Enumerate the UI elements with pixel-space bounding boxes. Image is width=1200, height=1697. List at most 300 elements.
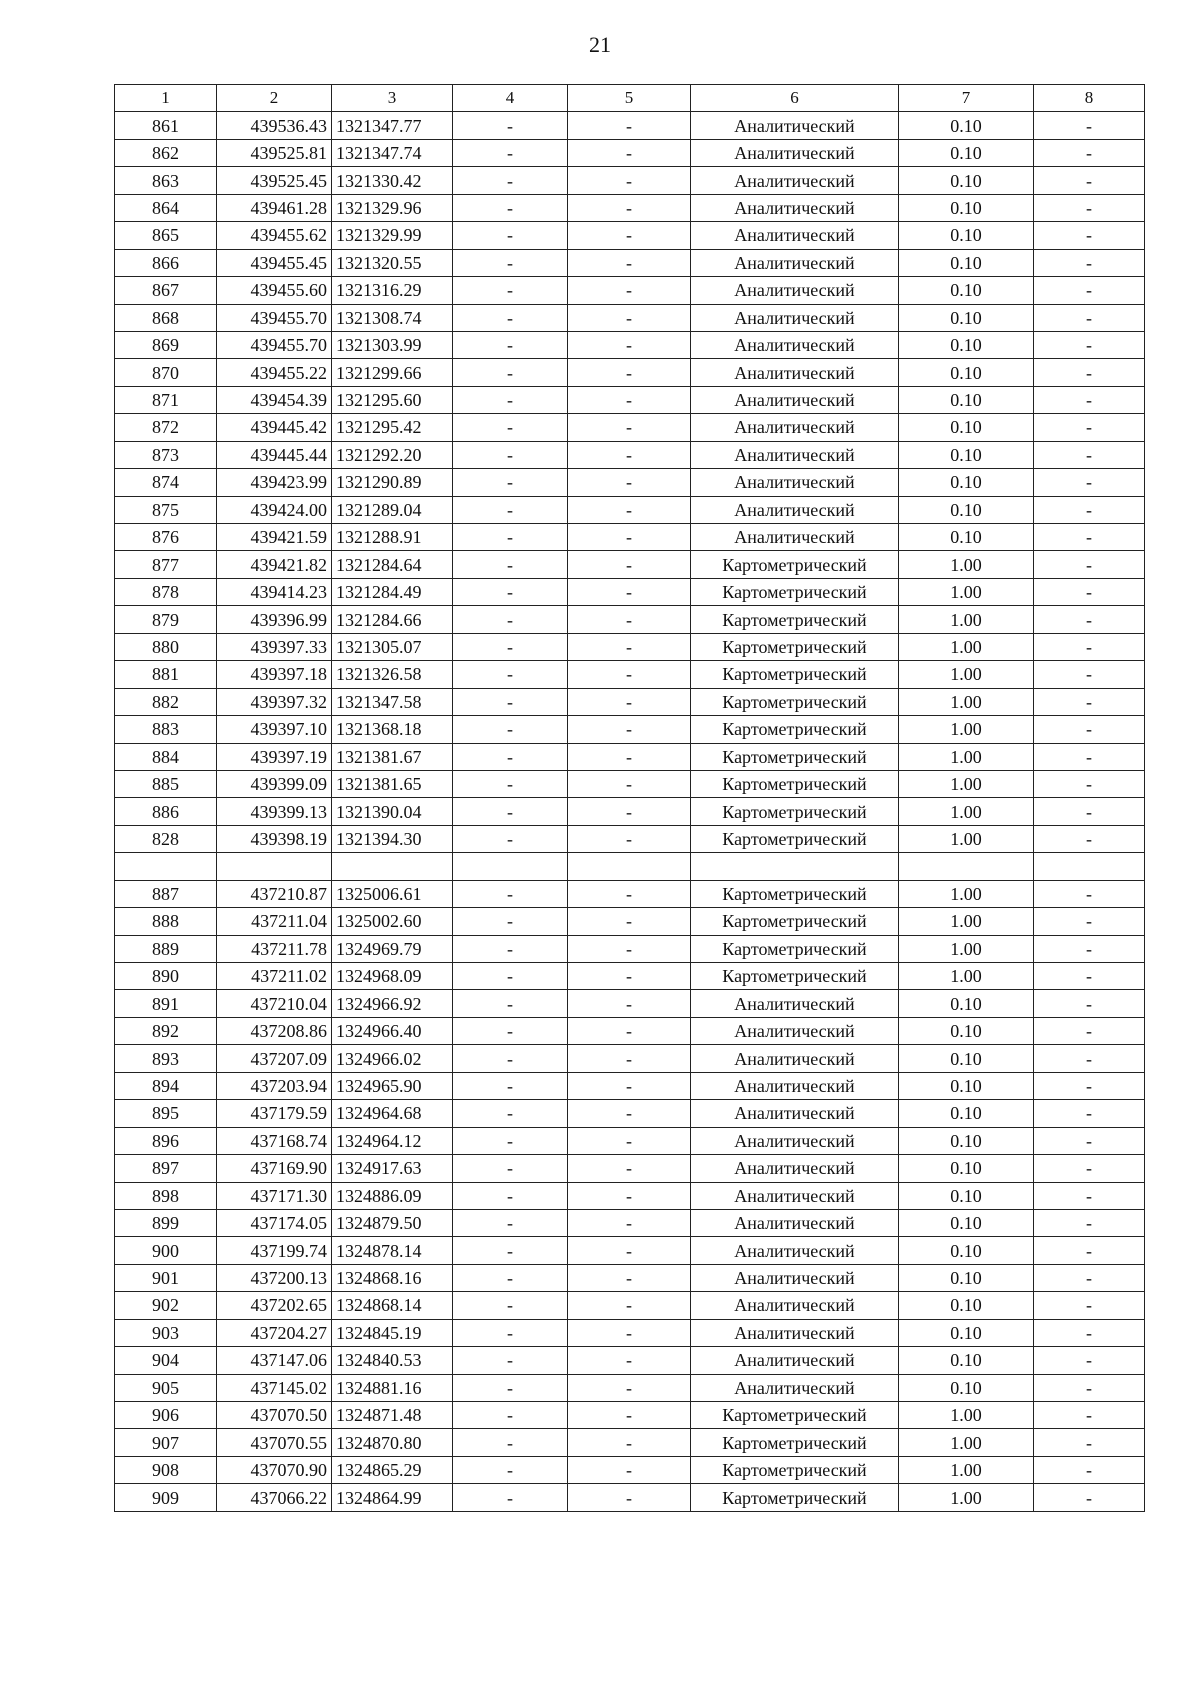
table-cell: 0.10 (899, 331, 1034, 358)
table-cell: - (453, 551, 568, 578)
table-cell: 908 (115, 1456, 217, 1483)
table-cell: - (568, 1374, 691, 1401)
table-row (115, 1347, 1145, 1374)
table-cell: - (568, 798, 691, 825)
table-cell: - (1034, 359, 1145, 386)
table-cell: 0.10 (899, 1292, 1034, 1319)
table-cell: 1321390.04 (332, 798, 453, 825)
table-cell: 861 (115, 112, 217, 139)
table-cell: Аналитический (691, 277, 899, 304)
table-cell: 879 (115, 606, 217, 633)
table-row (115, 661, 1145, 688)
table-cell: - (1034, 441, 1145, 468)
table-cell: Аналитический (691, 1017, 899, 1044)
table-cell: Картометрический (691, 1429, 899, 1456)
table-cell: Аналитический (691, 1182, 899, 1209)
table-cell: - (1034, 1237, 1145, 1264)
table-cell: 437070.50 (217, 1402, 332, 1429)
table-cell: Картометрический (691, 1402, 899, 1429)
table-cell: 1324969.79 (332, 935, 453, 962)
column-header-7: 7 (899, 85, 1034, 112)
table-cell: 0.10 (899, 359, 1034, 386)
table-cell: - (1034, 469, 1145, 496)
table-cell: - (568, 551, 691, 578)
table-cell: 1.00 (899, 743, 1034, 770)
table-cell: 896 (115, 1127, 217, 1154)
table-cell: 1.00 (899, 551, 1034, 578)
table-cell: - (453, 990, 568, 1017)
table-cell: 0.10 (899, 1017, 1034, 1044)
coordinates-table (114, 84, 1145, 1512)
table-cell: 1321326.58 (332, 661, 453, 688)
table-cell: 868 (115, 304, 217, 331)
table-cell: 1321347.74 (332, 139, 453, 166)
table-cell: 887 (115, 880, 217, 907)
table-row (115, 963, 1145, 990)
table-cell: - (1034, 743, 1145, 770)
table-cell: 867 (115, 277, 217, 304)
table-cell: 439397.32 (217, 688, 332, 715)
table-cell: 0.10 (899, 277, 1034, 304)
table-cell: - (453, 963, 568, 990)
table-cell: 437066.22 (217, 1484, 332, 1511)
table-cell: 1321289.04 (332, 496, 453, 523)
table-cell: 437174.05 (217, 1209, 332, 1236)
table-cell: 907 (115, 1429, 217, 1456)
table-cell: 439414.23 (217, 578, 332, 605)
table-cell: Аналитический (691, 139, 899, 166)
table-cell: 865 (115, 222, 217, 249)
table-cell: 439454.39 (217, 386, 332, 413)
table-cell: 439525.81 (217, 139, 332, 166)
table-cell: Аналитический (691, 359, 899, 386)
table-cell: - (568, 1237, 691, 1264)
table-cell: Аналитический (691, 386, 899, 413)
table-cell: 439455.60 (217, 277, 332, 304)
table-cell: Картометрический (691, 578, 899, 605)
table-cell: 0.10 (899, 386, 1034, 413)
table-cell (1034, 853, 1145, 880)
table-cell: 909 (115, 1484, 217, 1511)
table-cell: 1324871.48 (332, 1402, 453, 1429)
table-cell: Аналитический (691, 1292, 899, 1319)
table-cell: Картометрический (691, 935, 899, 962)
table-cell: - (453, 139, 568, 166)
table-cell: Аналитический (691, 524, 899, 551)
table-cell: - (568, 194, 691, 221)
table-cell: - (1034, 1456, 1145, 1483)
table-cell: Картометрический (691, 825, 899, 852)
table-cell: - (453, 1402, 568, 1429)
table-cell: 1321329.99 (332, 222, 453, 249)
table-cell: - (568, 1182, 691, 1209)
table-cell: - (1034, 825, 1145, 852)
table-cell: - (1034, 414, 1145, 441)
table-cell: Аналитический (691, 496, 899, 523)
table-cell: 0.10 (899, 1237, 1034, 1264)
table-cell (332, 853, 453, 880)
table-cell: 437070.90 (217, 1456, 332, 1483)
table-cell: - (1034, 1374, 1145, 1401)
table-cell: - (1034, 1100, 1145, 1127)
table-row (115, 1456, 1145, 1483)
table-cell: - (568, 496, 691, 523)
table-cell: 0.10 (899, 414, 1034, 441)
table-cell: 439398.19 (217, 825, 332, 852)
table-cell: 437211.78 (217, 935, 332, 962)
table-cell: - (453, 798, 568, 825)
table-cell: 1325002.60 (332, 908, 453, 935)
table-cell: 1321329.96 (332, 194, 453, 221)
table-cell: 889 (115, 935, 217, 962)
table-cell: 1321381.65 (332, 770, 453, 797)
table-cell: 437203.94 (217, 1072, 332, 1099)
table-cell: 1324964.68 (332, 1100, 453, 1127)
table-cell: 1321299.66 (332, 359, 453, 386)
table-cell: 897 (115, 1155, 217, 1182)
table-cell: 1.00 (899, 798, 1034, 825)
table-cell: 1321308.74 (332, 304, 453, 331)
table-cell: 894 (115, 1072, 217, 1099)
table-cell: - (1034, 304, 1145, 331)
table-cell: 1321284.49 (332, 578, 453, 605)
table-cell: - (1034, 524, 1145, 551)
table-cell: 437207.09 (217, 1045, 332, 1072)
table-cell: - (568, 661, 691, 688)
table-cell: Картометрический (691, 743, 899, 770)
table-cell: - (453, 222, 568, 249)
table-cell: - (1034, 1292, 1145, 1319)
table-cell: - (1034, 194, 1145, 221)
table-cell: 872 (115, 414, 217, 441)
table-cell: 439455.22 (217, 359, 332, 386)
table-cell: 0.10 (899, 1319, 1034, 1346)
table-cell: 437199.74 (217, 1237, 332, 1264)
table-cell: - (1034, 249, 1145, 276)
table-cell: Аналитический (691, 1374, 899, 1401)
table-cell: - (568, 1292, 691, 1319)
table-cell: - (1034, 770, 1145, 797)
table-cell: - (1034, 935, 1145, 962)
table-cell: - (1034, 606, 1145, 633)
table-cell: - (453, 194, 568, 221)
table-cell: - (453, 304, 568, 331)
table-cell: Аналитический (691, 112, 899, 139)
table-row (115, 222, 1145, 249)
table-cell: 863 (115, 167, 217, 194)
table-cell: - (568, 249, 691, 276)
table-cell: 902 (115, 1292, 217, 1319)
table-cell: - (1034, 551, 1145, 578)
table-row (115, 880, 1145, 907)
table-row (115, 1429, 1145, 1456)
table-cell (691, 853, 899, 880)
table-cell: - (568, 1209, 691, 1236)
table-cell: - (568, 1045, 691, 1072)
column-header-1: 1 (115, 85, 217, 112)
table-cell: 439536.43 (217, 112, 332, 139)
table-cell: 0.10 (899, 1209, 1034, 1236)
column-header-6: 6 (691, 85, 899, 112)
table-cell: 1321394.30 (332, 825, 453, 852)
table-cell: Аналитический (691, 469, 899, 496)
table-cell: 439445.42 (217, 414, 332, 441)
table-cell: 437070.55 (217, 1429, 332, 1456)
table-cell: Аналитический (691, 441, 899, 468)
table-cell: - (568, 331, 691, 358)
table-cell: 1321347.77 (332, 112, 453, 139)
table-row (115, 359, 1145, 386)
table-cell: 880 (115, 633, 217, 660)
table-cell: - (1034, 1402, 1145, 1429)
table-cell: 1321330.42 (332, 167, 453, 194)
table-row (115, 277, 1145, 304)
table-cell: - (568, 1402, 691, 1429)
table-cell: 1324868.14 (332, 1292, 453, 1319)
table-cell: 904 (115, 1347, 217, 1374)
table-cell: 437210.87 (217, 880, 332, 907)
table-cell: - (568, 688, 691, 715)
table-cell: 1321284.66 (332, 606, 453, 633)
table-cell (115, 853, 217, 880)
table-cell: Аналитический (691, 194, 899, 221)
table-cell: - (1034, 331, 1145, 358)
table-cell: Картометрический (691, 880, 899, 907)
table-row (115, 1237, 1145, 1264)
table-cell: 1321292.20 (332, 441, 453, 468)
table-cell: Аналитический (691, 1072, 899, 1099)
table-row (115, 249, 1145, 276)
table-cell: - (1034, 688, 1145, 715)
table-row (115, 194, 1145, 221)
table-row (115, 578, 1145, 605)
table-cell: 439423.99 (217, 469, 332, 496)
table-cell: 906 (115, 1402, 217, 1429)
table-cell: 1.00 (899, 633, 1034, 660)
table-cell: 1324864.99 (332, 1484, 453, 1511)
table-cell: - (1034, 1484, 1145, 1511)
table-cell: 891 (115, 990, 217, 1017)
table-cell: - (453, 1127, 568, 1154)
table-cell: 1324966.92 (332, 990, 453, 1017)
table-row (115, 606, 1145, 633)
table-cell: 0.10 (899, 167, 1034, 194)
table-row (115, 990, 1145, 1017)
table-row (115, 167, 1145, 194)
column-header-2: 2 (217, 85, 332, 112)
table-cell: - (453, 1072, 568, 1099)
table-cell: 1324886.09 (332, 1182, 453, 1209)
table-cell: - (568, 112, 691, 139)
table-row (115, 633, 1145, 660)
table-cell: 0.10 (899, 112, 1034, 139)
table-cell: 439421.59 (217, 524, 332, 551)
page-number: 21 (589, 32, 611, 57)
table-cell: 881 (115, 661, 217, 688)
table-cell: - (453, 661, 568, 688)
table-cell: 1324917.63 (332, 1155, 453, 1182)
table-cell: Аналитический (691, 222, 899, 249)
table-cell: 1.00 (899, 1429, 1034, 1456)
table-cell: Аналитический (691, 1319, 899, 1346)
table-cell: - (568, 908, 691, 935)
table-cell: 0.10 (899, 1155, 1034, 1182)
table-row (115, 1182, 1145, 1209)
table-cell: - (1034, 496, 1145, 523)
column-header-8: 8 (1034, 85, 1145, 112)
table-cell: - (453, 441, 568, 468)
table-cell: - (453, 1182, 568, 1209)
table-cell: - (568, 1127, 691, 1154)
table-cell: 1324879.50 (332, 1209, 453, 1236)
table-cell: 901 (115, 1264, 217, 1291)
table-cell: - (568, 386, 691, 413)
table-cell: - (453, 1429, 568, 1456)
table-cell: - (453, 1045, 568, 1072)
table-row (115, 798, 1145, 825)
table-cell: 1324966.02 (332, 1045, 453, 1072)
table-cell: 439421.82 (217, 551, 332, 578)
table-cell: 0.10 (899, 469, 1034, 496)
table-cell: Аналитический (691, 1209, 899, 1236)
table-cell: 437147.06 (217, 1347, 332, 1374)
table-cell: - (1034, 277, 1145, 304)
table-cell: 1.00 (899, 825, 1034, 852)
table-cell: - (568, 1319, 691, 1346)
table-cell: - (453, 716, 568, 743)
table-cell: Аналитический (691, 1127, 899, 1154)
table-cell: 437211.04 (217, 908, 332, 935)
table-cell: 437171.30 (217, 1182, 332, 1209)
table-row (115, 716, 1145, 743)
table-cell: - (568, 1347, 691, 1374)
table-cell: Картометрический (691, 963, 899, 990)
table-cell: - (453, 935, 568, 962)
table-cell: 439455.70 (217, 331, 332, 358)
table-cell: 890 (115, 963, 217, 990)
table-cell: 871 (115, 386, 217, 413)
table-cell: - (1034, 963, 1145, 990)
table-cell: - (453, 1456, 568, 1483)
table-cell: 0.10 (899, 194, 1034, 221)
table-cell: 0.10 (899, 1264, 1034, 1291)
table-cell: 895 (115, 1100, 217, 1127)
table-cell: 877 (115, 551, 217, 578)
table-cell: - (1034, 1182, 1145, 1209)
table-cell: - (568, 1155, 691, 1182)
table-cell: 1324968.09 (332, 963, 453, 990)
table-row (115, 853, 1145, 880)
column-header-4: 4 (453, 85, 568, 112)
table-cell: - (1034, 1209, 1145, 1236)
table-cell: 0.10 (899, 524, 1034, 551)
table-cell: 437169.90 (217, 1155, 332, 1182)
table-cell: 439396.99 (217, 606, 332, 633)
table-cell: Аналитический (691, 1264, 899, 1291)
table-cell: 1324965.90 (332, 1072, 453, 1099)
table-cell: - (1034, 112, 1145, 139)
table-row (115, 1319, 1145, 1346)
table-cell: 866 (115, 249, 217, 276)
table-cell: 1321295.42 (332, 414, 453, 441)
table-cell: 439445.44 (217, 441, 332, 468)
table-cell: 1324966.40 (332, 1017, 453, 1044)
table-cell: 437210.04 (217, 990, 332, 1017)
table-cell: 875 (115, 496, 217, 523)
table-cell: 873 (115, 441, 217, 468)
table-row (115, 1017, 1145, 1044)
table-cell: Аналитический (691, 167, 899, 194)
table-cell: 439397.19 (217, 743, 332, 770)
table-row (115, 469, 1145, 496)
table-cell: - (453, 1237, 568, 1264)
table-cell: - (1034, 716, 1145, 743)
table-cell: - (568, 606, 691, 633)
table-cell: Картометрический (691, 633, 899, 660)
table-row (115, 1155, 1145, 1182)
table-cell: 1.00 (899, 770, 1034, 797)
table-row (115, 496, 1145, 523)
table-row (115, 1045, 1145, 1072)
table-row (115, 825, 1145, 852)
table-cell: - (453, 1292, 568, 1319)
table-cell: Аналитический (691, 1100, 899, 1127)
table-cell: - (453, 606, 568, 633)
table-cell: 0.10 (899, 990, 1034, 1017)
table-cell: 1.00 (899, 606, 1034, 633)
table-cell: Картометрический (691, 770, 899, 797)
table-cell: - (568, 880, 691, 907)
table-cell: - (568, 222, 691, 249)
column-header-5: 5 (568, 85, 691, 112)
table-cell: 1.00 (899, 1456, 1034, 1483)
table-cell: Аналитический (691, 1237, 899, 1264)
table-cell (217, 853, 332, 880)
table-cell: Аналитический (691, 990, 899, 1017)
table-cell: - (453, 770, 568, 797)
table-cell: 437179.59 (217, 1100, 332, 1127)
table-cell: Аналитический (691, 331, 899, 358)
table-cell: 0.10 (899, 1374, 1034, 1401)
table-cell: - (1034, 990, 1145, 1017)
table-cell: 1.00 (899, 963, 1034, 990)
table-cell: 1321295.60 (332, 386, 453, 413)
table-row (115, 1127, 1145, 1154)
table-cell: 439461.28 (217, 194, 332, 221)
table-row (115, 1209, 1145, 1236)
table-cell: 1.00 (899, 1402, 1034, 1429)
table-row (115, 743, 1145, 770)
table-cell: - (568, 633, 691, 660)
table-cell: - (568, 469, 691, 496)
table-cell: 1321381.67 (332, 743, 453, 770)
table-cell: 439455.70 (217, 304, 332, 331)
table-cell: 1324964.12 (332, 1127, 453, 1154)
table-cell: 439399.09 (217, 770, 332, 797)
table-cell: 0.10 (899, 1347, 1034, 1374)
table-cell: - (453, 825, 568, 852)
table-cell: 0.10 (899, 1182, 1034, 1209)
table-cell: 862 (115, 139, 217, 166)
table-cell: 439455.62 (217, 222, 332, 249)
table-cell: Аналитический (691, 1045, 899, 1072)
table-cell: 1321284.64 (332, 551, 453, 578)
table-row (115, 139, 1145, 166)
table-cell: - (568, 524, 691, 551)
table-cell: 439399.13 (217, 798, 332, 825)
table-cell: - (453, 331, 568, 358)
table-cell: - (453, 1017, 568, 1044)
